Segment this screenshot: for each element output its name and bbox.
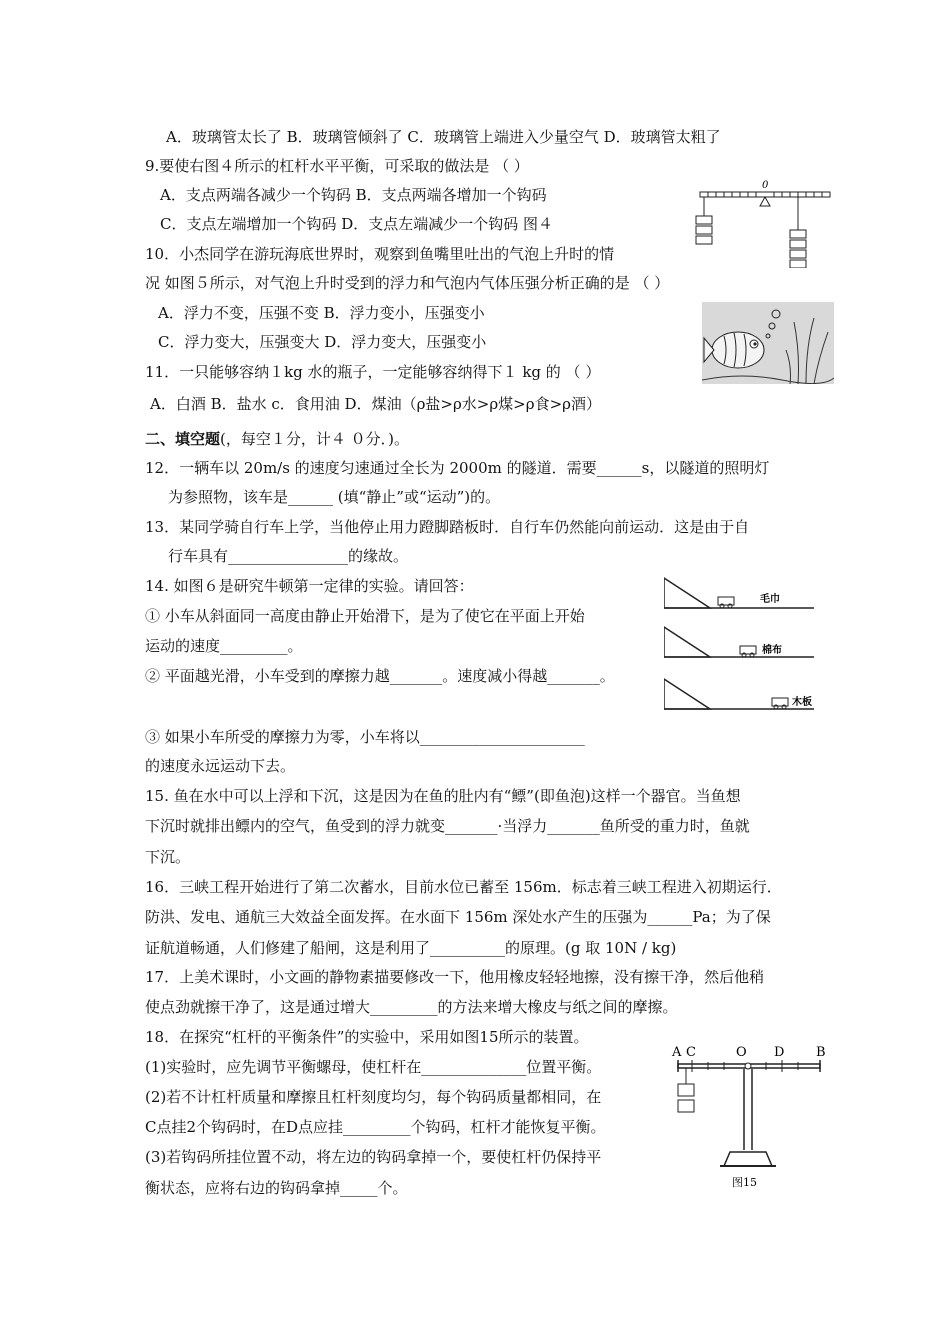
q18-part-3-cont: 衡状态，应将右边的钩码拿掉_____个。 [145, 1179, 408, 1197]
q18-stem: 18．在探究“杠杆的平衡条件”的实验中，采用如图15所示的装置。 [145, 1028, 589, 1046]
q14-stem: 14. 如图６是研究牛顿第一定律的实验。请回答： [145, 577, 474, 595]
q12-line-2: 为参照物，该车是______ (填“静止”或“运动”)的。 [168, 488, 501, 506]
incline-towel [664, 578, 814, 608]
q13-line-1: 13．某同学骑自行车上学，当他停止用力蹬脚踏板时．自行车仍然能向前运动．这是由于自 [145, 518, 750, 536]
incline-wood [664, 679, 814, 709]
q15-line-2: 下沉时就排出鳔内的空气，鱼受到的浮力就变_______·当浮力_______鱼所受的重力时，鱼就 [145, 817, 750, 835]
q16-line-2: 防洪、发电、通航三大效益全面发挥。在水面下 156m 深处水产生的压强为______Pa；为了保 [145, 908, 771, 926]
point-B-label: B [816, 1045, 826, 1060]
q14-part-3: ③ 如果小车所受的摩擦力为零，小车将以______________________ [145, 728, 585, 746]
q9-stem: 9.要使右图４所示的杠杆水平平衡，可采取的做法是 （ ） [145, 157, 529, 175]
point-A-label: A [672, 1045, 682, 1060]
point-O-label: O [736, 1045, 747, 1060]
figure-15-caption: 图15 [732, 1176, 757, 1189]
surface-label-towel: 毛巾 [760, 594, 780, 605]
q18-part-2: (2)若不计杠杆质量和摩擦且杠杆刻度均匀，每个钩码质量都相同，在 [145, 1088, 602, 1106]
q18-part-2-cont: C点挂2个钩码时，在D点应挂_________个钩码，杠杆才能恢复平衡。 [145, 1118, 606, 1136]
section-2-title: 二、填空题 [145, 430, 221, 448]
q11-stem: 11．一只能够容纳１kg 水的瓶子，一定能够容纳得下１ kg 的 （ ） [145, 363, 601, 381]
point-C-label: C [686, 1045, 696, 1060]
section-2-note: (，每空１分，计４ ０分．)。 [220, 430, 409, 448]
q13-line-2: 行车具有________________的缘故。 [168, 547, 409, 565]
surface-label-wood: 木板 [792, 697, 812, 708]
q9-options-cd: C．支点左端增加一个钩码 D．支点左端减少一个钩码 图４ [160, 215, 554, 233]
q15-line-3: 下沉。 [145, 848, 191, 866]
q18-part-1: (1)实验时，应先调节平衡螺母，使杠杆在______________位置平衡。 [145, 1058, 602, 1076]
section-2-header [145, 429, 409, 449]
q10-options-cd: C．浮力变大，压强变大 D．浮力变大，压强变小 [158, 333, 487, 351]
q10-stem-2: 况 如图５所示，对气泡上升时受到的浮力和气泡内气体压强分析正确的是 （ ） [145, 274, 670, 292]
q9-options-ab: A．支点两端各减少一个钩码 B．支点两端各增加一个钩码 [160, 186, 547, 204]
point-D-label: D [774, 1045, 785, 1060]
lever-figure-15 [670, 1040, 830, 1190]
q10-options-ab: A．浮力不变，压强不变 B．浮力变小，压强变小 [158, 304, 485, 322]
incline-cotton [664, 627, 814, 657]
pivot-label: 0 [762, 180, 769, 191]
q17-line-1: 17．上美术课时，小文画的静物素描要修改一下，他用橡皮轻轻地擦，没有擦干净，然后他稍 [145, 968, 765, 986]
q16-line-3: 证航道畅通，人们修建了船闸，这是利用了__________的原理。(g 取 10N / kg) [145, 939, 677, 957]
pivot [745, 1063, 751, 1069]
pivot-triangle [760, 197, 770, 206]
q12-line-1: 12．一辆车以 20m/s 的速度匀速通过全长为 2000m 的隧道．需要______s，以隧道的照明灯 [145, 459, 770, 477]
q17-line-2: 使点劲就擦干净了，这是通过增大_________的方法来增大橡皮与纸之间的摩擦。 [145, 998, 678, 1016]
q15-line-1: 15. 鱼在水中可以上浮和下沉，这是因为在鱼的肚内有“鳔”(即鱼泡)这样一个器官。当鱼想 [145, 787, 741, 805]
q16-line-1: 16．三峡工程开始进行了第二次蓄水，目前水位已蓄至 156m．标志着三峡工程进入初期运行． [145, 878, 782, 896]
q11-options: A．白酒 B．盐水 c．食用油 D．煤油（ρ盐>ρ水>ρ煤>ρ食>ρ酒） [150, 395, 601, 413]
q14-part-2: ② 平面越光滑，小车受到的摩擦力越_______。速度减小得越_______。 [145, 667, 615, 685]
incline-figure-6 [664, 573, 818, 715]
q18-part-3: (3)若钩码所挂位置不动，将左边的钩码拿掉一个，要使杠杆仍保持平 [145, 1148, 602, 1166]
fish-body [712, 332, 764, 368]
q8-options: A．玻璃管太长了 B．玻璃管倾斜了 C．玻璃管上端进入少量空气 D．玻璃管太粗了 [166, 128, 721, 146]
q10-stem-1: 10．小杰同学在游玩海底世界时，观察到鱼嘴里吐出的气泡上升时的情 [145, 245, 615, 263]
q14-part-1: ① 小车从斜面同一高度由静止开始滑下，是为了使它在平面上开始 [145, 607, 585, 625]
surface-label-cotton: 棉布 [762, 645, 782, 656]
q14-part-3-cont: 的速度永远运动下去。 [145, 757, 296, 775]
lever-figure-4 [688, 176, 838, 268]
q14-part-1-cont: 运动的速度_________。 [145, 637, 303, 655]
fish-bubbles-figure-5 [702, 302, 834, 384]
